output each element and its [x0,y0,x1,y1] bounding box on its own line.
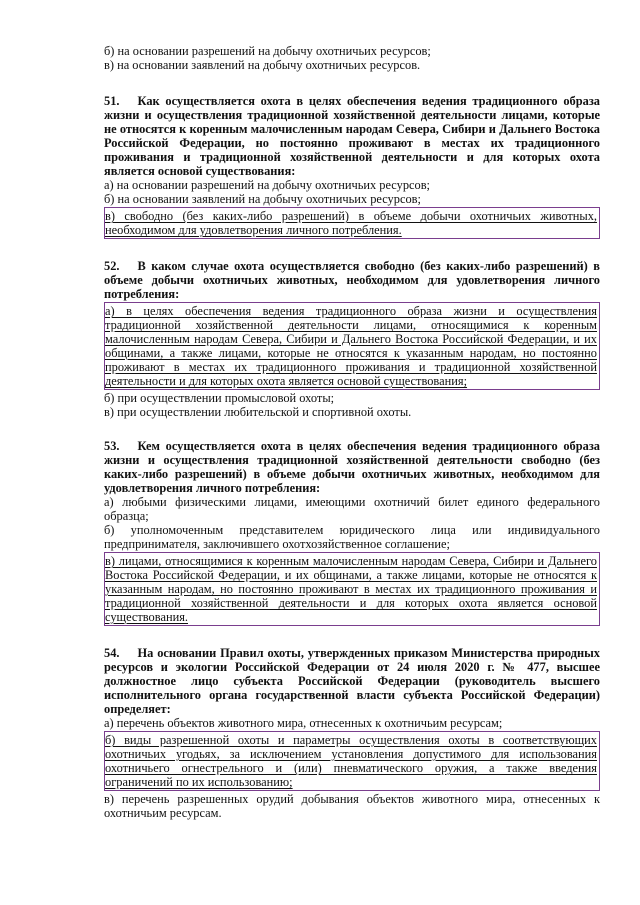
previous-answers [104,44,600,72]
question-block [104,259,600,419]
correct-answer: а) в целях обеспечения ведения традиционного образа жизни и осуществления традиционной хозяйственной деятельности лицами, относящимися к коренным малочисленным народам Севера, Сибири и Дальнего Востока Российской Федерации, и их общинами, а также лицами, которые не относятся к указанным народам, но постоянно проживают в местах их традиционного проживания и традиционной хозяйственной деятельности и для которых охота является основой существования; [104,302,600,390]
answer-text: в) на основании заявлений на добычу охотничьих ресурсов. [104,58,421,72]
question-text [104,646,600,716]
question-text [104,439,600,495]
question-number: 51. [104,94,120,108]
question-number: 54. [104,646,120,660]
document-page [104,44,600,840]
answer-option: в) при осуществлении любительской и спортивной охоты. [104,405,412,419]
question-text [104,259,600,301]
question-number: 53. [104,439,120,453]
question-block [104,439,600,626]
correct-answer: в) лицами, относящимися к коренным малочисленным народам Севера, Сибири и Дальнего Востока Российской Федерации, и их общинами, а также лицами, которые не относятся к указанным народам, но постоянно проживают в местах их традиционного проживания и традиционной хозяйственной деятельности и для которых охота является основой существования. [104,552,600,626]
question-body: Как осуществляется охота в целях обеспечения ведения традиционного образа жизни и осуществления традиционной хозяйственной деятельности лицами, которые не относятся к коренным малочисленным народам Севера, Сибири и Дальнего Востока Российской Федерации, но постоянно проживают в местах их традиционного проживания и традиционной хозяйственной деятельности и для которых охота является основой существования: [104,94,600,178]
question-block [104,646,600,820]
correct-answer: в) свободно (без каких-либо разрешений) в объеме добычи охотничьих животных, необходимом для удовлетворения личного потребления. [104,207,600,239]
answer-option: а) на основании разрешений на добычу охотничьих ресурсов; [104,178,430,192]
answer-option: б) уполномоченным представителем юридического лица или индивидуального предпринимателя, заключившего охотхозяйственное соглашение; [104,523,600,551]
question-body: В каком случае охота осуществляется свободно (без каких-либо разрешений) в объеме добычи охотничьих животных, необходимом для удовлетворения личного потребления: [104,259,600,301]
answer-option: а) перечень объектов животного мира, отнесенных к охотничьим ресурсам; [104,716,503,730]
question-text [104,94,600,178]
answer-text: б) на основании разрешений на добычу охотничьих ресурсов; [104,44,431,58]
question-body: На основании Правил охоты, утвержденных приказом Министерства природных ресурсов и экологии Российской Федерации от 24 июля 2020 г. № 477, высшее должностное лицо субъекта Российской Федерации (руководитель высшего исполнительного органа государственной власти субъекта Российской Федерации) определяет: [104,646,600,716]
correct-answer: б) виды разрешенной охоты и параметры осуществления охоты в соответствующих охотничьих угодьях, за исключением установления допустимого для использования охотничьего огнестрельного и (или) пневматического оружия, а также введения ограничений по их использованию; [104,731,600,791]
question-body: Кем осуществляется охота в целях обеспечения ведения традиционного образа жизни и осуществления традиционной хозяйственной деятельности свободно (без каких-либо разрешений) в объеме добычи охотничьих животных, необходимом для удовлетворения личного потребления: [104,439,600,495]
answer-option: б) на основании заявлений на добычу охотничьих ресурсов; [104,192,421,206]
answer-option: а) любыми физическими лицами, имеющими охотничий билет единого федерального образца; [104,495,600,523]
question-list [104,94,600,820]
question-block [104,94,600,239]
answer-option: б) при осуществлении промысловой охоты; [104,391,335,405]
answer-option: в) перечень разрешенных орудий добывания объектов животного мира, отнесенных к охотничьим ресурсам. [104,792,600,820]
question-number: 52. [104,259,120,273]
